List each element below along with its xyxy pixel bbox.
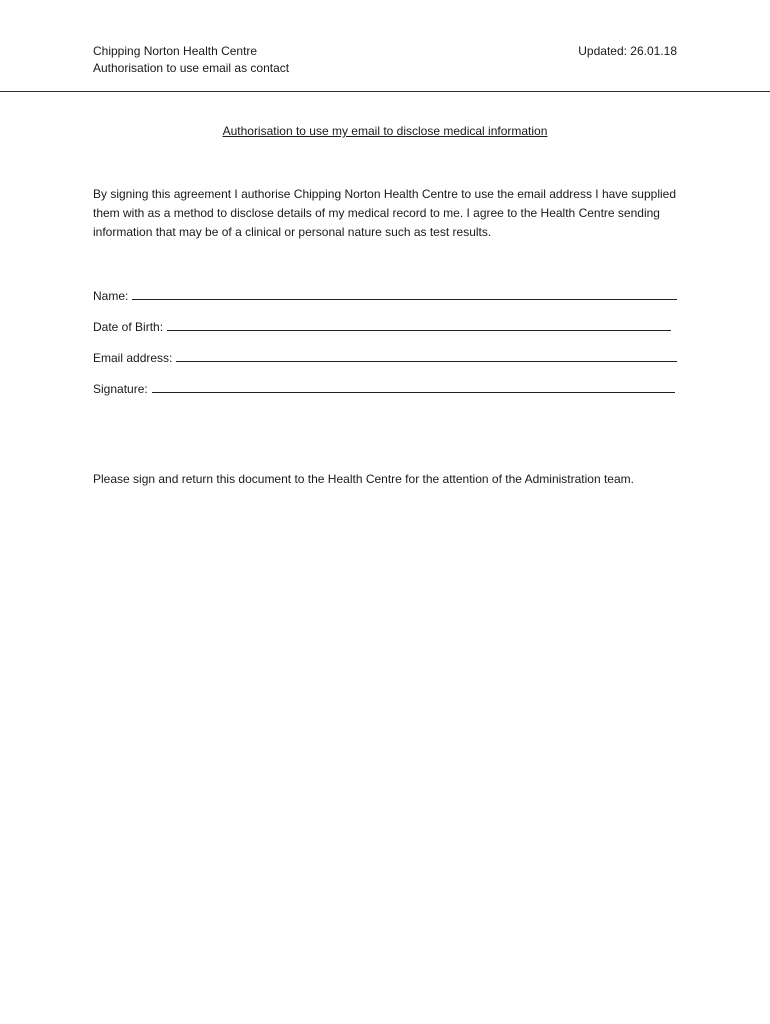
org-name: Chipping Norton Health Centre <box>93 44 258 58</box>
signature-field[interactable] <box>93 378 677 396</box>
dob-label: Date of Birth: <box>93 320 164 334</box>
dob-field[interactable] <box>93 316 677 334</box>
dob-line[interactable] <box>167 318 671 331</box>
form-fields <box>93 285 677 409</box>
email-label: Email address: <box>93 351 173 365</box>
signature-line[interactable] <box>152 380 675 393</box>
closing-instructions: Please sign and return this document to the Health Centre for the attention of the Administration team. <box>93 472 634 486</box>
header-divider <box>0 91 770 92</box>
agreement-paragraph: By signing this agreement I authorise Chipping Norton Health Centre to use the email address I have supplied them with as a method to disclose details of my medical record to me. I agree to the Health Centre sending information that may be of a clinical or personal nature such as test results. <box>93 187 677 239</box>
name-label: Name: <box>93 289 129 303</box>
doc-subtitle: Authorisation to use email as contact <box>93 61 290 75</box>
header-left <box>93 43 289 77</box>
email-line[interactable] <box>176 349 677 362</box>
name-field[interactable] <box>93 285 677 303</box>
email-field[interactable] <box>93 347 677 365</box>
document-title: Authorisation to use my email to disclose medical information <box>222 124 548 138</box>
name-line[interactable] <box>132 287 677 300</box>
updated-date: Updated: 26.01.18 <box>578 44 677 58</box>
signature-label: Signature: <box>93 382 148 396</box>
